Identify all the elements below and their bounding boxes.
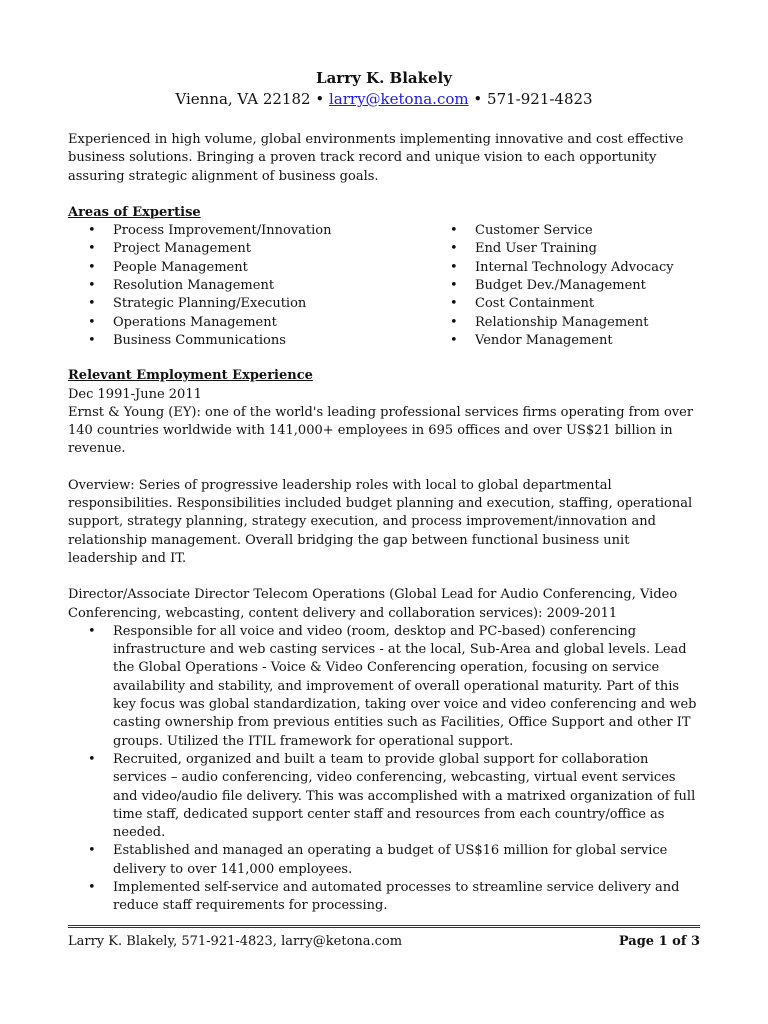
list-item: • Resolution Management [68, 277, 430, 295]
list-item: • Project Management [68, 240, 430, 258]
overview-paragraph: Overview: Series of progressive leadership roles with local to global departmental responsibilities. Responsibilities included budget planning and execution, staffing, operational support, strategy planning, strategy execution, and process improvement/innovation and relationship management. Overall bridging the gap between functional business unit leadership and IT. [68, 477, 693, 566]
contact-line [68, 89, 700, 109]
expertise-heading: Areas of Expertise [68, 204, 201, 220]
list-item: • Recruited, organized and built a team to provide global support for collaboration services – audio conferencing, video conferencing, webcasting, virtual event services and video/audio file delivery. This was accomplished with a matrixed organization of full time staff, dedicated support center staff and resources from each country/office as needed. [68, 751, 700, 842]
role-bullets [68, 623, 700, 916]
page-footer [68, 925, 700, 951]
experience-heading: Relevant Employment Experience [68, 368, 313, 384]
page-number: Page 1 of 3 [618, 934, 700, 949]
footer-contact: Larry K. Blakely, 571-921-4823, larry@ketona.com [68, 934, 403, 949]
list-item: • Vendor Management [430, 332, 674, 350]
list-item: • Implemented self-service and automated processes to streamline service delivery and reduce staff requirements for processing. [68, 879, 700, 916]
city-text: Vienna, VA 22182 [175, 90, 311, 108]
list-item: • Strategic Planning/Execution [68, 295, 430, 313]
list-item: • Operations Management [68, 314, 430, 332]
email-link[interactable]: larry@ketona.com [329, 90, 469, 108]
separator-dot: • [473, 90, 483, 108]
resume-page [68, 68, 700, 916]
summary-paragraph: Experienced in high volume, global environments implementing innovative and cost effective business solutions. Bringing a proven track record and unique vision to each opportunity assuring strategic alignment of business goals. [68, 132, 684, 184]
separator-dot: • [315, 90, 325, 108]
phone-text: 571-921-4823 [487, 90, 593, 108]
list-item: • Established and managed an operating a budget of US$16 million for global service delivery to over 141,000 employees. [68, 842, 700, 879]
employment-dates: Dec 1991-June 2011 [68, 386, 202, 402]
role-title: Director/Associate Director Telecom Operations (Global Lead for Audio Conferencing, Video Conferencing, webcasting, content delivery and collaboration services): 2009-2011 [68, 587, 678, 621]
expertise-list-right [430, 222, 674, 350]
list-item: • People Management [68, 259, 430, 277]
list-item: • Internal Technology Advocacy [430, 259, 674, 277]
list-item: • End User Training [430, 240, 674, 258]
list-item: • Process Improvement/Innovation [68, 222, 430, 240]
list-item: • Business Communications [68, 332, 430, 350]
company-description: Ernst & Young (EY): one of the world's leading professional services firms operating from over 140 countries worldwide with 141,000+ employees in 695 offices and over US$21 billion in revenue. [68, 404, 694, 457]
candidate-name: Larry K. Blakely [316, 69, 452, 87]
resume-header [68, 68, 700, 109]
list-item: • Budget Dev./Management [430, 277, 674, 295]
expertise-columns [68, 222, 700, 350]
list-item: • Relationship Management [430, 314, 674, 332]
list-item: • Cost Containment [430, 295, 674, 313]
expertise-list-left [68, 222, 430, 350]
list-item: • Customer Service [430, 222, 674, 240]
list-item: • Responsible for all voice and video (room, desktop and PC-based) conferencing infrastructure and web casting services - at the local, Sub-Area and global levels. Lead the Global Operations - Voice & Video Conferencing operation, focusing on service availability and stability, and improvement of overall operational maturity. Part of this key focus was global standardization, taking over voice and video conferencing and web casting ownership from previous entities such as Facilities, Office Support and other IT groups. Utilized the ITIL framework for operational support. [68, 623, 700, 751]
